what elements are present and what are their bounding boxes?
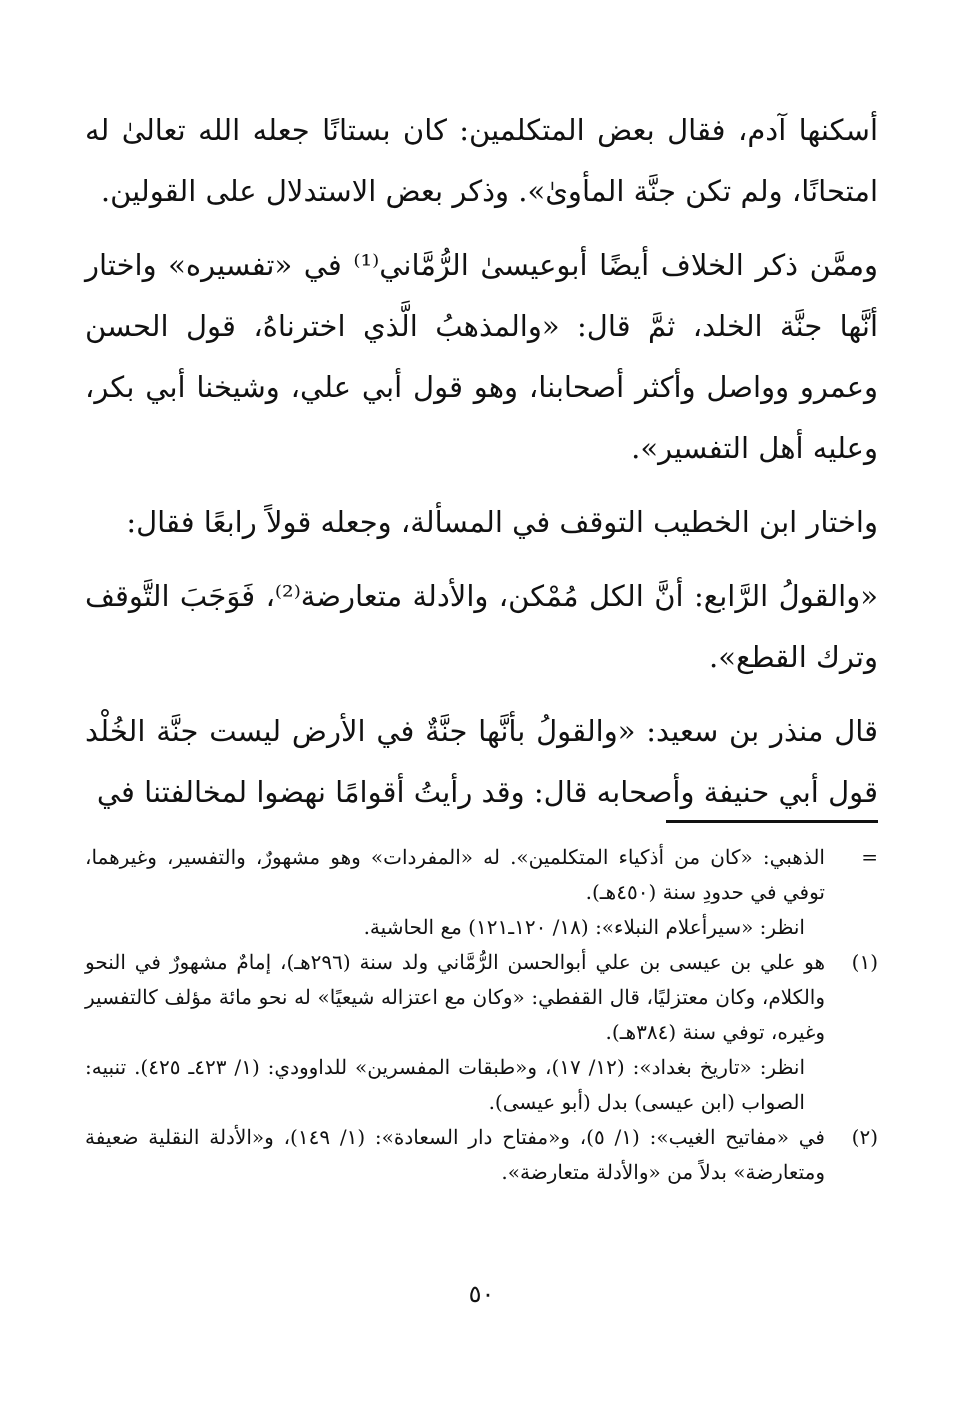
paragraph-5: قال منذر بن سعيد: «والقولُ بأنَّها جنَّةٌ في الأرض ليست جنَّة الخُلْد قول أبي حنيفة وأصحابه قال: وقد رأيتُ أقوامًا نهضوا لمخالفتنا في — [85, 714, 878, 809]
book-page — [85, 100, 879, 1308]
footnote-mark: (١) — [851, 950, 878, 974]
paragraph-2: وممَّن ذكر الخلاف أيضًا أبوعيسىٰ الرُّمَّاني⁽¹⁾ في «تفسيره» واختار أنَّها جنَّة الخلد، ثمَّ قال: «والمذهبُ الَّذي اخترناهُ، قول الحسن وعمرو وواصل وأكثر أصحابنا، وهو قول أبي علي، وشيخنا أبي بكر، وعليه أهل التفسير». — [85, 248, 879, 465]
footnote-text: في «مفاتيح الغيب»: (١/ ٥)، و«مفتاح دار السعادة»: (١/ ١٤٩)، و«الأدلة النقلية ضعيفة ومتعارضة» بدلاً من «والأدلة متعارضة». — [85, 1125, 825, 1184]
footnote-reference: انظر: «سيرأعلام النبلاء»: (١٨/ ١٢٠ـ١٢١) مع الحاشية. — [363, 915, 805, 939]
paragraph-3: واختار ابن الخطيب التوقف في المسألة، وجعله قولاً رابعًا فقال: — [126, 505, 878, 539]
footnote-text: الذهبي: «كان من أذكياء المتكلمين». له «المفردات» وهو مشهورٌ، والتفسير، وغيرهما، توفي في حدودِ سنة (٤٥٠هـ). — [85, 845, 825, 904]
footnote-1 — [85, 945, 878, 1120]
footnote-separator — [666, 820, 878, 823]
paragraph-4: «والقولُ الرَّابع: أنَّ الكل مُمْكن، والأدلة متعارضة⁽²⁾، فَوَجَبَ التَّوقف وترك القطع». — [85, 579, 878, 674]
footnote-body — [85, 945, 825, 1120]
footnote-text: هو علي بن عيسى بن علي أبوالحسن الرُّمَّاني ولد سنة (٢٩٦هـ)، إمامٌ مشهورٌ في النحو والكلام، وكان معتزليًا، قال القفطي: «وكان مع اعتزاله شيعيًا» له نحو مائة مؤلف كالتفسير وغيره، توفي سنة (٣٨٤هـ). — [85, 950, 826, 1044]
paragraph-1: أسكنها آدم، فقال بعض المتكلمين: كان بستانًا جعله الله تعالىٰ له امتحانًا، ولم تكن جنَّة المأوىٰ». وذكر بعض الاستدلال على القولين. — [85, 113, 878, 208]
footnote-continued — [85, 840, 878, 945]
footnote-body — [85, 840, 825, 945]
footnote-mark: = — [861, 845, 878, 869]
footnote-reference: انظر: «تاريخ بغداد»: (١٢/ ١٧)، و«طبقات المفسرين» للداوودي: (١/ ٤٢٣ـ ٤٢٥). تنبيه: الصواب (ابن عيسى) بدل (أبو عيسى). — [85, 1055, 805, 1114]
page-number: ٥٠ — [468, 1280, 495, 1308]
footnote-mark: (٢) — [851, 1125, 878, 1149]
footnotes — [85, 840, 878, 1190]
footnote-2 — [85, 1120, 878, 1190]
footnote-body — [85, 1120, 825, 1190]
